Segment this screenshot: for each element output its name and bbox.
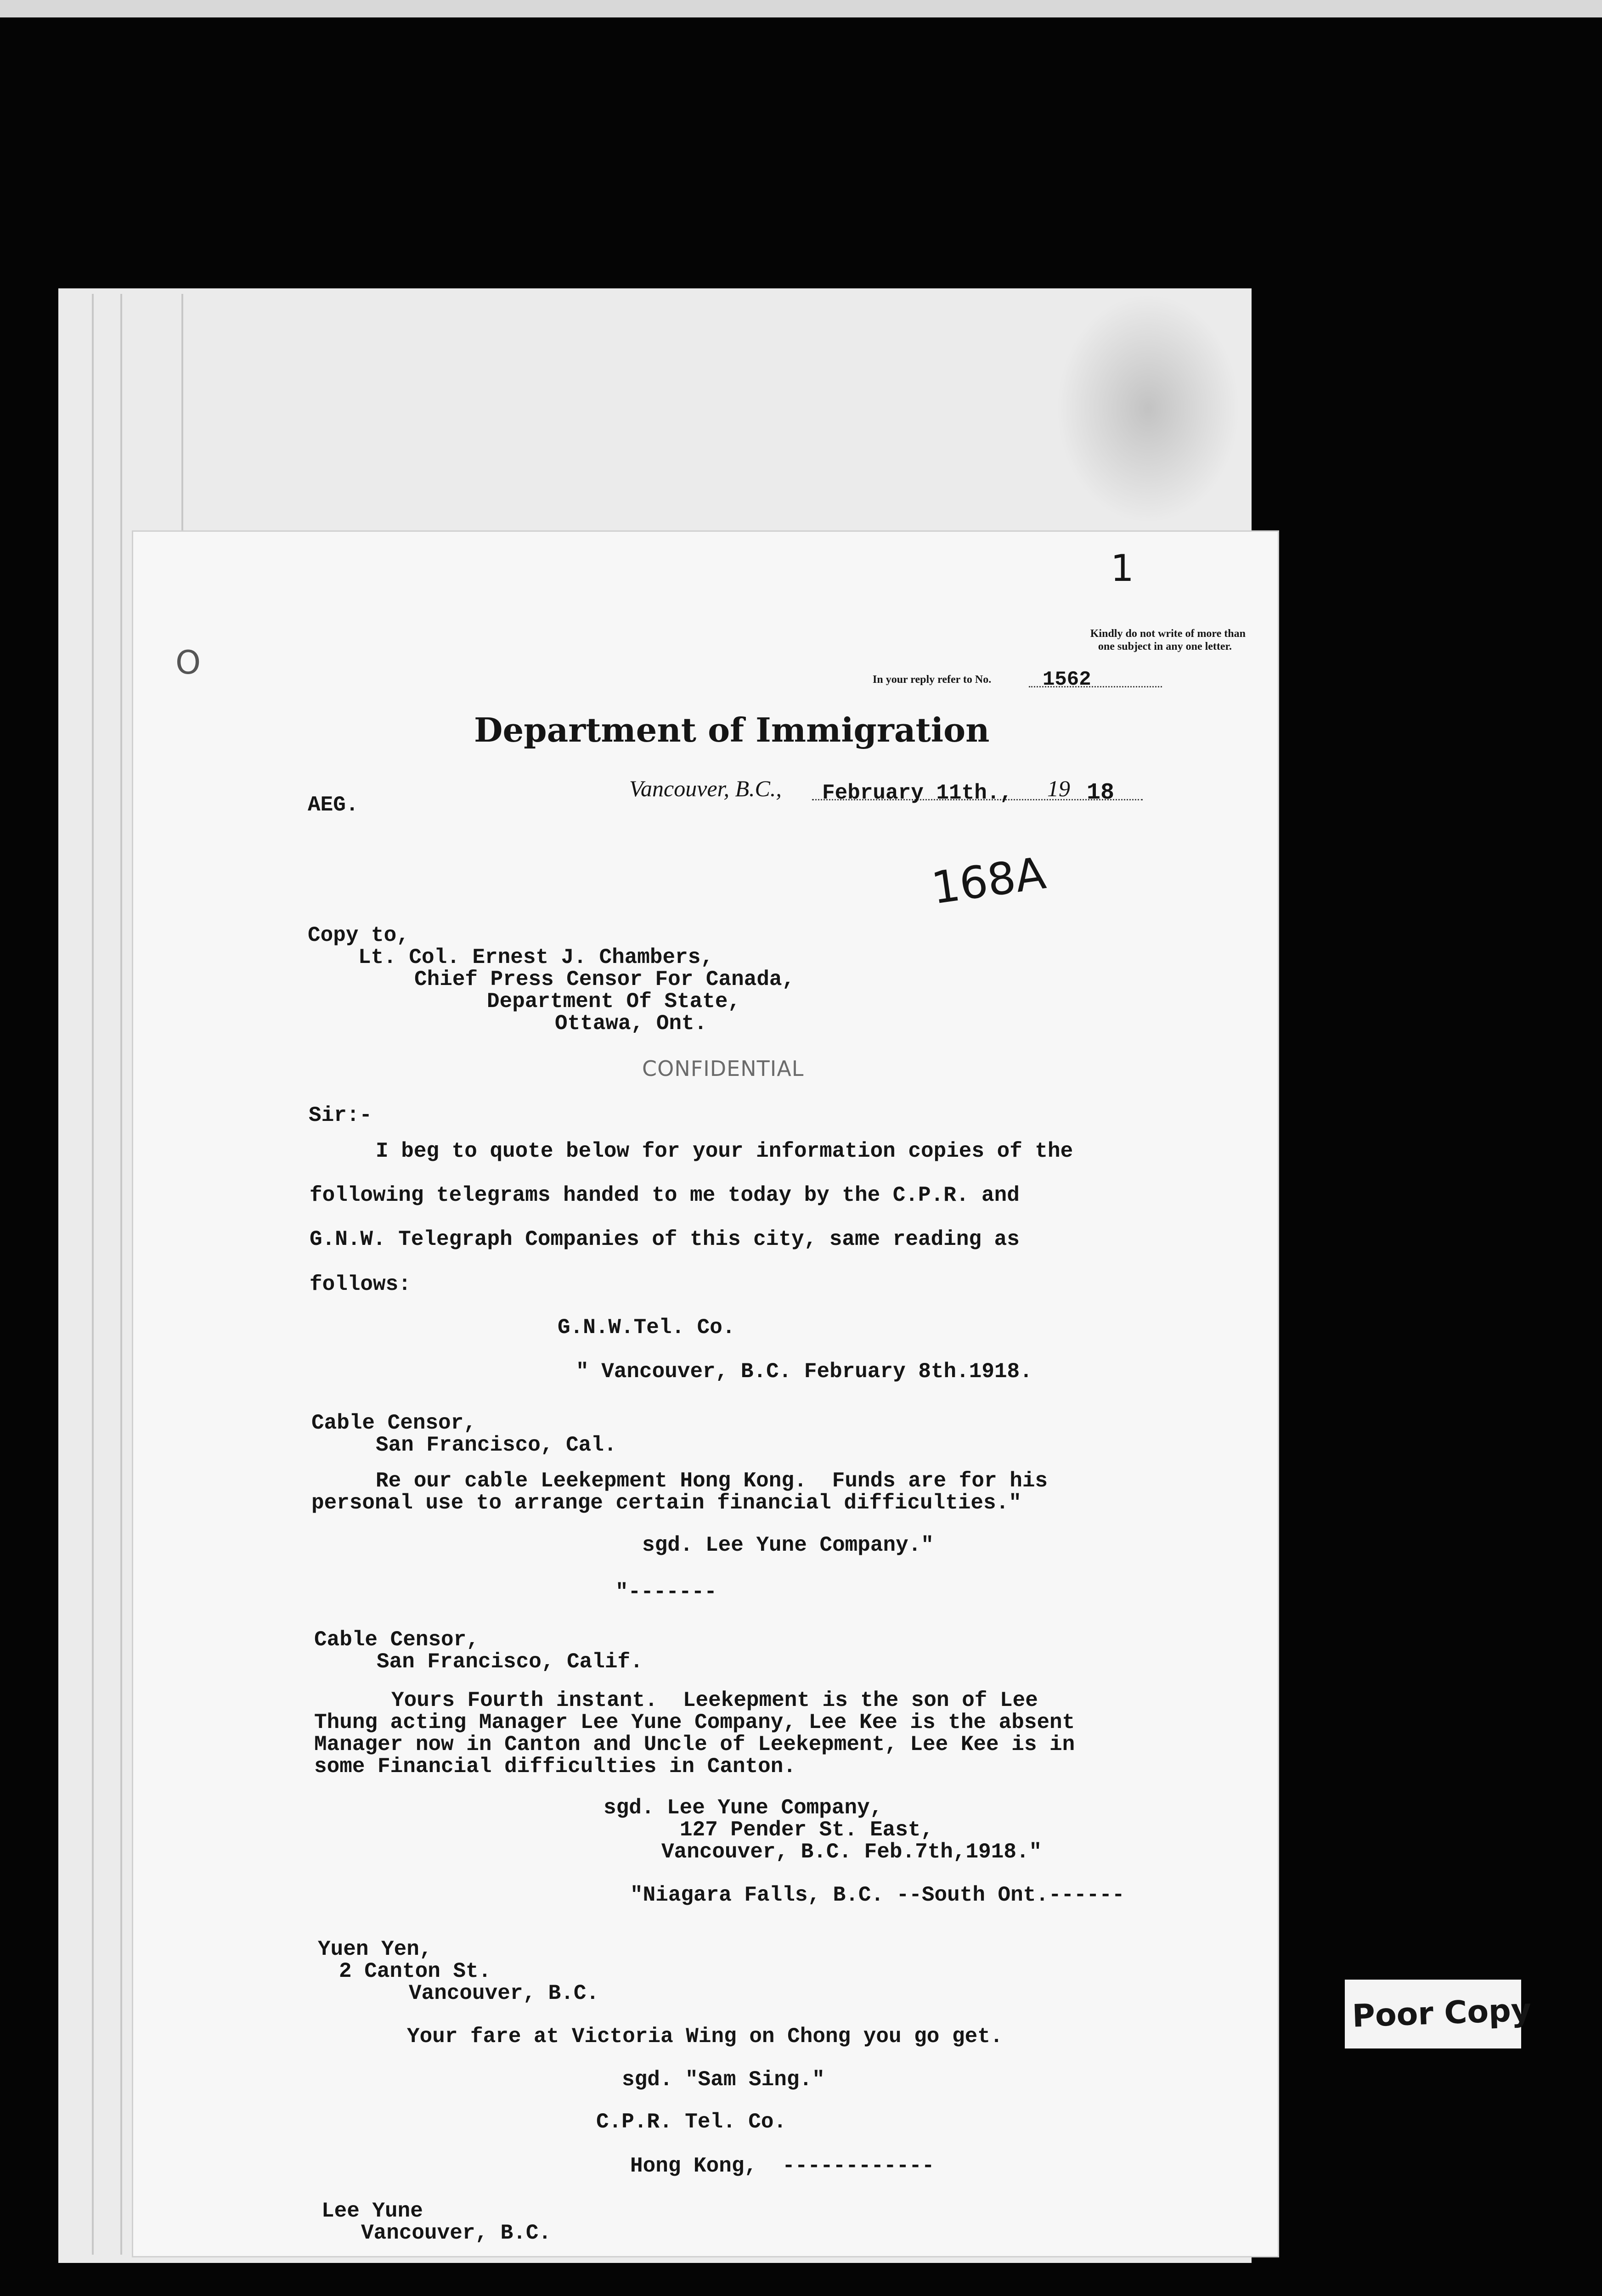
letter-year-suffix: 18 <box>1087 780 1115 806</box>
telegram3-dateline: "Niagara Falls, B.C. --South Ont.------ <box>630 1883 1125 1907</box>
intro-line3: G.N.W. Telegraph Companies of this city, same reading as <box>310 1227 1020 1251</box>
telegram3-to-line3: Vancouver, B.C. <box>409 1981 599 2005</box>
letter-date: February 11th., <box>822 781 1013 805</box>
scanner-top-strip <box>0 0 1602 17</box>
telegram4-to-line1: Lee Yune <box>322 2199 423 2223</box>
letter-sheet <box>133 532 1278 2256</box>
intro-line2: following telegrams handed to me today by the C.P.R. and <box>310 1183 1020 1207</box>
telegram2-body-line2: Thung acting Manager Lee Yune Company, Lee Kee is the absent <box>314 1711 1075 1734</box>
fold-line <box>92 294 94 2255</box>
telegram2-body-line1: Yours Fourth instant. Leekepment is the son of Lee <box>391 1688 1038 1712</box>
intro-line1: I beg to quote below for your information copies of the <box>376 1139 1073 1163</box>
file-annotation: 168A <box>928 847 1049 914</box>
fold-line <box>120 294 122 2255</box>
addressee-line4: Ottawa, Ont. <box>555 1012 707 1035</box>
telegram2-sig-line3: Vancouver, B.C. Feb.7th,1918." <box>661 1840 1042 1864</box>
telegram2-sig-line1: sgd. Lee Yune Company, <box>604 1796 883 1820</box>
telegram1-to-line2: San Francisco, Cal. <box>376 1433 617 1457</box>
reply-refer-label: In your reply refer to No. <box>873 674 992 686</box>
poor-copy-text: Poor Copy <box>1351 1992 1532 2035</box>
department-heading: Department of Immigration <box>474 710 990 749</box>
telegram3-body: Your fare at Victoria Wing on Chong you go get. <box>407 2025 1003 2048</box>
intro-line4: follows: <box>310 1272 411 1296</box>
salutation: Sir:- <box>309 1103 372 1127</box>
initials: AEG. <box>308 793 359 817</box>
reply-refer-number: 1562 <box>1043 668 1091 691</box>
telegram1-body-line1: Re our cable Leekepment Hong Kong. Funds are for his <box>376 1469 1048 1493</box>
margin-mark: O <box>175 644 201 681</box>
backing-sheet-stain <box>1056 294 1240 523</box>
telegram2-to-line2: San Francisco, Calif. <box>377 1650 643 1674</box>
telegram2-body-line3: Manager now in Canton and Uncle of Leekepment, Lee Kee is in <box>314 1733 1075 1756</box>
telegram2-sig-line2: 127 Pender St. East, <box>680 1818 934 1842</box>
poor-copy-label <box>1345 1980 1532 2048</box>
addressee-line2: Chief Press Censor For Canada, <box>414 968 795 991</box>
reply-note-line1: Kindly do not write of more than <box>1090 628 1246 640</box>
telegram4-dateline: Hong Kong, ------------ <box>630 2154 935 2178</box>
addressee-line0: Copy to, <box>308 923 409 947</box>
page-mark: 1 <box>1111 547 1134 590</box>
telegram2-body-line4: some Financial difficulties in Canton. <box>314 1755 796 1778</box>
telegram1-company: G.N.W.Tel. Co. <box>558 1316 735 1339</box>
confidential-stamp: CONFIDENTIAL <box>642 1056 804 1081</box>
telegram1-signature: sgd. Lee Yune Company." <box>642 1533 934 1557</box>
telegram1-dateline: " Vancouver, B.C. February 8th.1918. <box>576 1360 1032 1384</box>
telegram3-signature: sgd. "Sam Sing." <box>622 2068 825 2092</box>
reply-note-line2: one subject in any one letter. <box>1098 641 1232 653</box>
addressee-line3: Department Of State, <box>487 990 741 1013</box>
letter-year-prefix: 19 <box>1047 776 1070 801</box>
telegram4-company: C.P.R. Tel. Co. <box>596 2110 787 2134</box>
telegram2-to-line1: Cable Censor, <box>314 1628 479 1652</box>
telegram1-separator: "------- <box>615 1580 717 1604</box>
telegram3-to-line1: Yuen Yen, <box>318 1937 432 1961</box>
letter-place: Vancouver, B.C., <box>629 776 782 801</box>
telegram3-to-line2: 2 Canton St. <box>339 1959 491 1983</box>
telegram1-body-line2: personal use to arrange certain financial difficulties." <box>311 1491 1021 1515</box>
telegram4-to-line2: Vancouver, B.C. <box>361 2221 552 2245</box>
telegram1-to-line1: Cable Censor, <box>311 1411 476 1435</box>
addressee-line1: Lt. Col. Ernest J. Chambers, <box>358 945 713 969</box>
